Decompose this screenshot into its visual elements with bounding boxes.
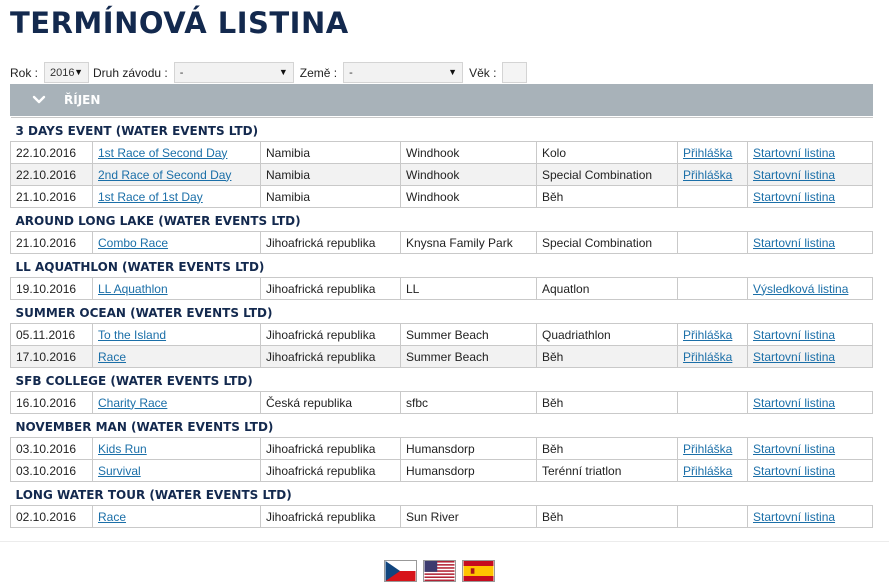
race-type-label: Druh závodu : (93, 65, 168, 80)
event-group-title: AROUND LONG LAKE (WATER EVENTS LTD) (11, 208, 873, 232)
event-type-cell: Terénní triatlon (537, 460, 678, 482)
event-date-cell: 16.10.2016 (11, 392, 93, 414)
registration-link[interactable]: Přihláška (683, 441, 733, 456)
event-name-cell (93, 186, 261, 208)
event-country-cell: Jihoafrická republika (261, 438, 401, 460)
events-table (10, 117, 873, 528)
chevron-down-icon[interactable] (32, 93, 46, 107)
event-group-header (11, 300, 873, 324)
event-name-cell (93, 506, 261, 528)
event-date-cell: 17.10.2016 (11, 346, 93, 368)
start-list-cell (748, 186, 873, 208)
event-group-header (11, 414, 873, 438)
event-type-cell: Běh (537, 346, 678, 368)
registration-cell (678, 438, 748, 460)
event-type-cell: Běh (537, 506, 678, 528)
start-list-link[interactable]: Startovní listina (753, 509, 836, 524)
year-label: Rok : (10, 65, 39, 80)
event-city-cell: Summer Beach (401, 324, 537, 346)
table-row (11, 346, 873, 368)
registration-cell (678, 278, 748, 300)
dropdown-arrow-icon: ▼ (448, 67, 458, 77)
event-city-cell: LL (401, 278, 537, 300)
event-name-link[interactable]: 1st Race of 1st Day (98, 189, 203, 204)
registration-link[interactable]: Přihláška (683, 463, 733, 478)
event-group-title: LL AQUATHLON (WATER EVENTS LTD) (11, 254, 873, 278)
event-country-cell: Namibia (261, 142, 401, 164)
event-type-cell: Kolo (537, 142, 678, 164)
event-name-link[interactable]: Charity Race (98, 395, 168, 410)
start-list-link[interactable]: Výsledková listina (753, 281, 849, 296)
event-name-cell (93, 324, 261, 346)
event-type-cell: Běh (537, 438, 678, 460)
table-row (11, 392, 873, 414)
language-switcher (384, 560, 495, 582)
start-list-cell (748, 164, 873, 186)
event-type-cell: Special Combination (537, 232, 678, 254)
event-name-link[interactable]: LL Aquathlon (98, 281, 168, 296)
event-name-cell (93, 142, 261, 164)
event-group-header (11, 118, 873, 142)
start-list-link[interactable]: Startovní listina (753, 395, 836, 410)
table-row (11, 142, 873, 164)
race-type-select-value: - (179, 66, 184, 79)
start-list-link[interactable]: Startovní listina (753, 167, 836, 182)
event-name-cell (93, 392, 261, 414)
event-country-cell: Jihoafrická republika (261, 278, 401, 300)
registration-link[interactable]: Přihláška (683, 349, 733, 364)
event-country-cell: Namibia (261, 164, 401, 186)
dropdown-arrow-icon: ▼ (74, 67, 84, 77)
registration-cell (678, 506, 748, 528)
event-name-cell (93, 346, 261, 368)
start-list-cell (748, 346, 873, 368)
registration-link[interactable]: Přihláška (683, 167, 733, 182)
usa-flag-icon[interactable] (423, 560, 456, 582)
registration-cell (678, 346, 748, 368)
country-select[interactable] (343, 62, 463, 83)
country-label: Země : (299, 65, 338, 80)
event-type-cell: Běh (537, 186, 678, 208)
start-list-cell (748, 232, 873, 254)
event-group-header (11, 482, 873, 506)
table-row (11, 164, 873, 186)
event-name-cell (93, 278, 261, 300)
event-date-cell: 21.10.2016 (11, 186, 93, 208)
event-group-header (11, 368, 873, 392)
start-list-link[interactable]: Startovní listina (753, 441, 836, 456)
start-list-cell (748, 142, 873, 164)
start-list-cell (748, 392, 873, 414)
event-type-cell: Běh (537, 392, 678, 414)
table-row (11, 278, 873, 300)
page-title: TERMÍNOVÁ LISTINA (10, 6, 349, 40)
event-name-link[interactable]: Combo Race (98, 235, 169, 250)
registration-cell (678, 142, 748, 164)
event-name-link[interactable]: Race (98, 509, 127, 524)
start-list-link[interactable]: Startovní listina (753, 189, 836, 204)
event-country-cell: Jihoafrická republika (261, 460, 401, 482)
event-date-cell: 22.10.2016 (11, 142, 93, 164)
event-country-cell: Jihoafrická republika (261, 232, 401, 254)
event-group-title: SFB COLLEGE (WATER EVENTS LTD) (11, 368, 873, 392)
country-select-value: - (349, 66, 353, 79)
spain-flag-icon[interactable] (462, 560, 495, 582)
event-date-cell: 05.11.2016 (11, 324, 93, 346)
event-country-cell: Namibia (261, 186, 401, 208)
event-group-title: LONG WATER TOUR (WATER EVENTS LTD) (11, 482, 873, 506)
event-type-cell: Aquatlon (537, 278, 678, 300)
event-country-cell: Jihoafrická republika (261, 346, 401, 368)
event-name-cell (93, 232, 261, 254)
event-country-cell: Česká republika (261, 392, 401, 414)
event-type-cell: Quadriathlon (537, 324, 678, 346)
age-label: Věk : (469, 65, 497, 80)
event-name-link[interactable]: To the Island (98, 327, 167, 342)
table-row (11, 324, 873, 346)
registration-cell (678, 392, 748, 414)
event-city-cell: Humansdorp (401, 460, 537, 482)
filter-bar (10, 62, 527, 83)
registration-link[interactable]: Přihláška (683, 327, 733, 342)
event-group-title: NOVEMBER MAN (WATER EVENTS LTD) (11, 414, 873, 438)
table-row (11, 438, 873, 460)
table-row (11, 506, 873, 528)
start-list-cell (748, 506, 873, 528)
start-list-link[interactable]: Startovní listina (753, 145, 836, 160)
event-city-cell: sfbc (401, 392, 537, 414)
event-date-cell: 22.10.2016 (11, 164, 93, 186)
month-header[interactable] (10, 84, 873, 116)
table-row (11, 460, 873, 482)
event-date-cell: 19.10.2016 (11, 278, 93, 300)
start-list-link[interactable]: Startovní listina (753, 327, 836, 342)
event-date-cell: 03.10.2016 (11, 460, 93, 482)
event-city-cell: Summer Beach (401, 346, 537, 368)
race-type-select[interactable] (174, 62, 294, 83)
start-list-cell (748, 460, 873, 482)
event-group-title: SUMMER OCEAN (WATER EVENTS LTD) (11, 300, 873, 324)
event-name-link[interactable]: 1st Race of Second Day (98, 145, 228, 160)
event-name-link[interactable]: Kids Run (98, 441, 147, 456)
event-date-cell: 02.10.2016 (11, 506, 93, 528)
event-group-title: 3 DAYS EVENT (WATER EVENTS LTD) (11, 118, 873, 142)
footer-divider (0, 541, 889, 542)
event-city-cell: Sun River (401, 506, 537, 528)
start-list-cell (748, 324, 873, 346)
event-group-header (11, 254, 873, 278)
table-row (11, 232, 873, 254)
start-list-link[interactable]: Startovní listina (753, 349, 836, 364)
event-name-link[interactable]: 2nd Race of Second Day (98, 167, 232, 182)
event-city-cell: Knysna Family Park (401, 232, 537, 254)
event-city-cell: Humansdorp (401, 438, 537, 460)
event-name-link[interactable]: Survival (98, 463, 141, 478)
table-row (11, 186, 873, 208)
registration-cell (678, 232, 748, 254)
registration-cell (678, 460, 748, 482)
event-country-cell: Jihoafrická republika (261, 506, 401, 528)
event-date-cell: 21.10.2016 (11, 232, 93, 254)
registration-cell (678, 324, 748, 346)
event-country-cell: Jihoafrická republika (261, 324, 401, 346)
start-list-link[interactable]: Startovní listina (753, 235, 836, 250)
start-list-cell (748, 278, 873, 300)
event-name-cell (93, 460, 261, 482)
year-select[interactable] (44, 62, 89, 83)
event-date-cell: 03.10.2016 (11, 438, 93, 460)
month-label: ŘÍJEN (64, 93, 101, 107)
event-city-cell: Windhook (401, 186, 537, 208)
start-list-link[interactable]: Startovní listina (753, 463, 836, 478)
registration-link[interactable]: Přihláška (683, 145, 733, 160)
registration-cell (678, 186, 748, 208)
age-input[interactable] (502, 62, 527, 83)
event-name-link[interactable]: Race (98, 349, 127, 364)
event-group-header (11, 208, 873, 232)
event-city-cell: Windhook (401, 142, 537, 164)
start-list-cell (748, 438, 873, 460)
registration-cell (678, 164, 748, 186)
year-select-value: 2016 (50, 66, 75, 79)
event-type-cell: Special Combination (537, 164, 678, 186)
event-name-cell (93, 438, 261, 460)
dropdown-arrow-icon: ▼ (278, 67, 288, 77)
event-name-cell (93, 164, 261, 186)
czech-flag-icon[interactable] (384, 560, 417, 582)
event-city-cell: Windhook (401, 164, 537, 186)
